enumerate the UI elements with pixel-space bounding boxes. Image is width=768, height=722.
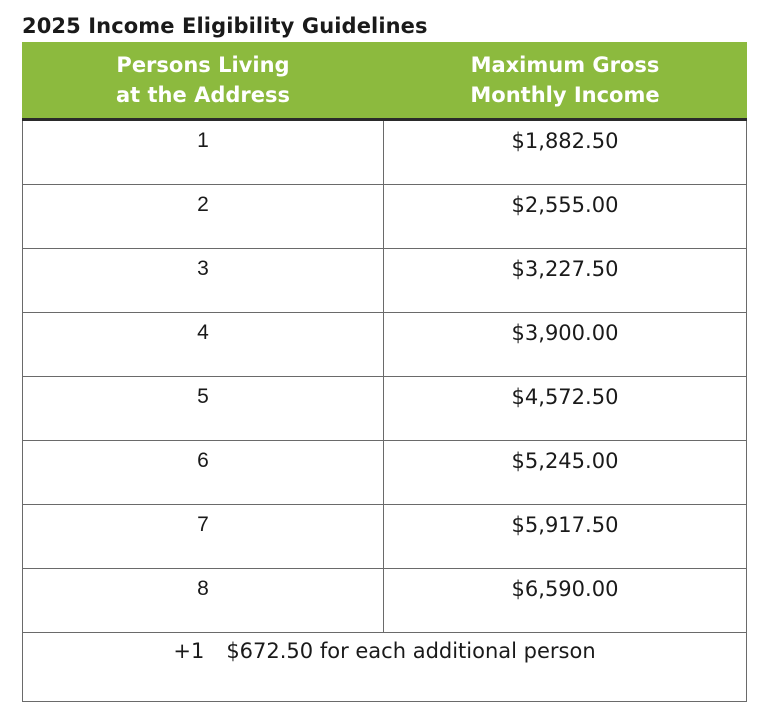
table-row	[23, 249, 747, 313]
income-cell: $5,245.00	[384, 441, 747, 505]
table-row	[23, 569, 747, 633]
persons-cell: 6	[23, 441, 384, 505]
persons-cell: 4	[23, 313, 384, 377]
table-row	[23, 441, 747, 505]
header-persons-line2: at the Address	[116, 83, 290, 107]
header-income-line1: Maximum Gross	[470, 53, 660, 77]
table-header-row	[23, 42, 747, 120]
persons-cell: 2	[23, 185, 384, 249]
header-income-line2: Monthly Income	[470, 83, 660, 107]
income-cell: $4,572.50	[384, 377, 747, 441]
additional-person-count: +1	[173, 639, 205, 663]
header-income	[384, 42, 747, 120]
persons-cell: 7	[23, 505, 384, 569]
income-cell: $6,590.00	[384, 569, 747, 633]
income-guidelines-table	[22, 42, 747, 702]
income-cell: $5,917.50	[384, 505, 747, 569]
table-row	[23, 377, 747, 441]
income-cell: $2,555.00	[384, 185, 747, 249]
page-title: 2025 Income Eligibility Guidelines	[22, 14, 428, 38]
income-cell: $1,882.50	[384, 120, 747, 185]
header-persons	[23, 42, 384, 120]
persons-cell: 1	[23, 120, 384, 185]
table-row	[23, 185, 747, 249]
additional-person-cell	[23, 633, 747, 702]
persons-cell: 5	[23, 377, 384, 441]
income-cell: $3,900.00	[384, 313, 747, 377]
header-persons-line1: Persons Living	[116, 53, 290, 77]
table-row	[23, 505, 747, 569]
table-row	[23, 313, 747, 377]
additional-person-row	[23, 633, 747, 702]
income-cell: $3,227.50	[384, 249, 747, 313]
persons-cell: 3	[23, 249, 384, 313]
additional-person-text: $672.50 for each additional person	[226, 639, 596, 663]
persons-cell: 8	[23, 569, 384, 633]
table-row	[23, 120, 747, 185]
